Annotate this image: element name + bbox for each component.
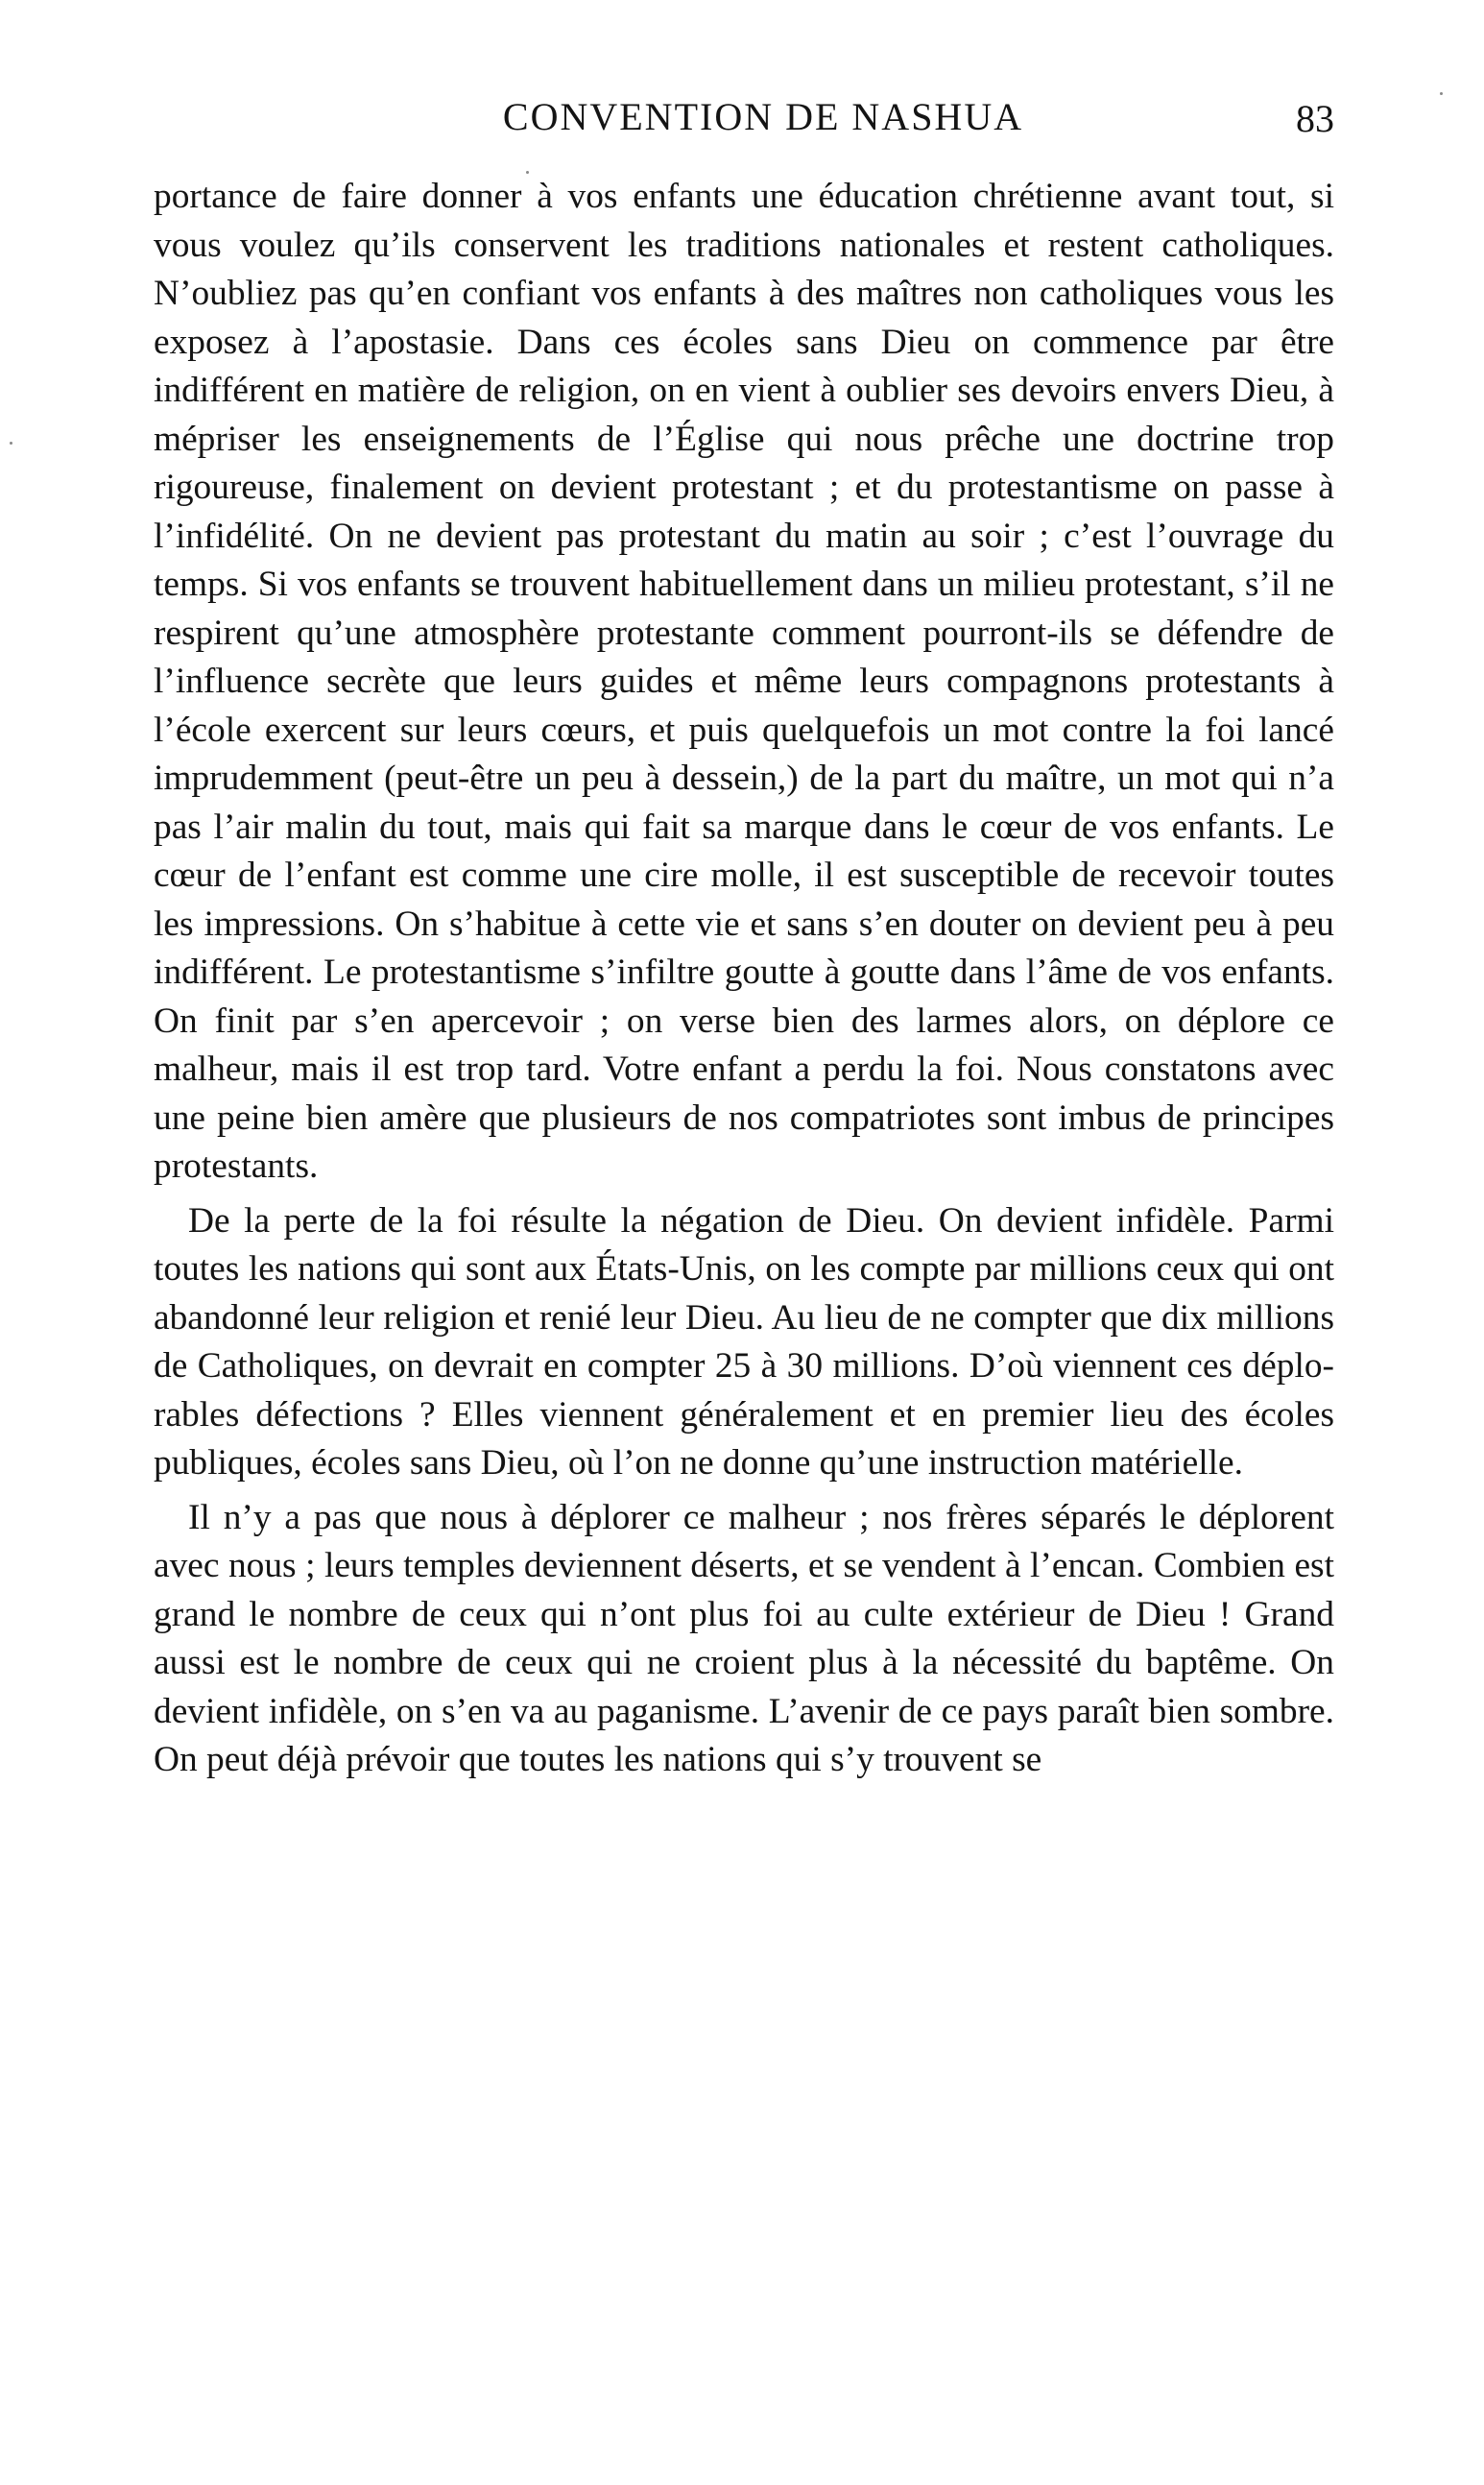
paragraph-3: Il n’y a pas que nous à déplorer ce malheur ; nos frères séparés le déplorent avec nous ; leurs temples deviennent déserts, et se vendent à l’encan. Combien est grand le nombre de ceux qui n’ont plus foi au culte extérieur de Dieu ! Grand aussi est le nombre de ceux qui ne croient plus à la nécessité du baptême. On devient infidèle, on s’en va au paganisme. L’avenir de ce pays paraît bien sombre. On peut déjà prévoir que toutes les nations qui s’y trouvent se — [154, 1497, 1334, 1779]
body-text — [154, 173, 1334, 1785]
paragraph-1: portance de faire donner à vos enfants une éducation chrétienne avant tout, si vous voulez qu’ils conservent les traditions nationales et restent catholiques. N’oubliez pas qu’en confiant vos enfants à des maîtres non catholiques vous les exposez à l’apostasie. Dans ces écoles sans Dieu on commence par être indifférent en matière de religion, on en vient à oublier ses devoirs envers Dieu, à mépriser les enseignements de l’Église qui nous prêche une doctrine trop rigoureuse, finalement on devient protestant ; et du protestantisme on passe à l’infidélité. On ne devient pas protestant du matin au soir ; c’est l’ouvrage du temps. Si vos enfants se trouvent habituellement dans un milieu protestant, s’il ne respirent qu’une atmosphère protestante comment pourront-ils se défendre de l’influence secrète que leurs guides et même leurs compagnons protestants à l’école exercent sur leurs cœurs, et puis quelquefois un mot contre la foi lancé imprudemment (peut-être un peu à dessein,) de la part du maître, un mot qui n’a pas l’air malin du tout, mais qui fait sa marque dans le cœur de vos enfants. Le cœur de l’enfant est comme une cire molle, il est susceptible de recevoir toutes les impressions. On s’habitue à cette vie et sans s’en douter on devient peu à peu indifférent. Le protestantisme s’infiltre goutte à goutte dans l’âme de vos enfants. On finit par s’en apercevoir ; on verse bien des larmes alors, on déplore ce malheur, mais il est trop tard. Votre enfant a perdu la foi. Nous constatons avec une peine bien amère que plusieurs de nos compatriotes sont imbus de principes protestants. — [154, 177, 1334, 1186]
page-number: 83 — [1296, 97, 1334, 140]
scan-speck — [526, 171, 529, 174]
scan-speck — [10, 442, 12, 445]
paragraph-2: De la perte de la foi résulte la négation de Dieu. On devient infidèle. Parmi toutes les nations qui sont aux États-Unis, on les compte par millions ceux qui ont abandonné leur religion et renié leur Dieu. Au lieu de ne compter que dix millions de Catholiques, on devrait en compter 25 à 30 millions. D’où viennent ces déplorables défections ? Elles viennent généralement et en premier lieu des écoles publiques, écoles sans Dieu, où l’on ne donne qu’une instruction matérielle. — [154, 1200, 1334, 1483]
running-title: CONVENTION DE NASHUA — [502, 95, 1024, 138]
page-header — [154, 94, 1334, 152]
scan-speck — [1440, 92, 1443, 95]
